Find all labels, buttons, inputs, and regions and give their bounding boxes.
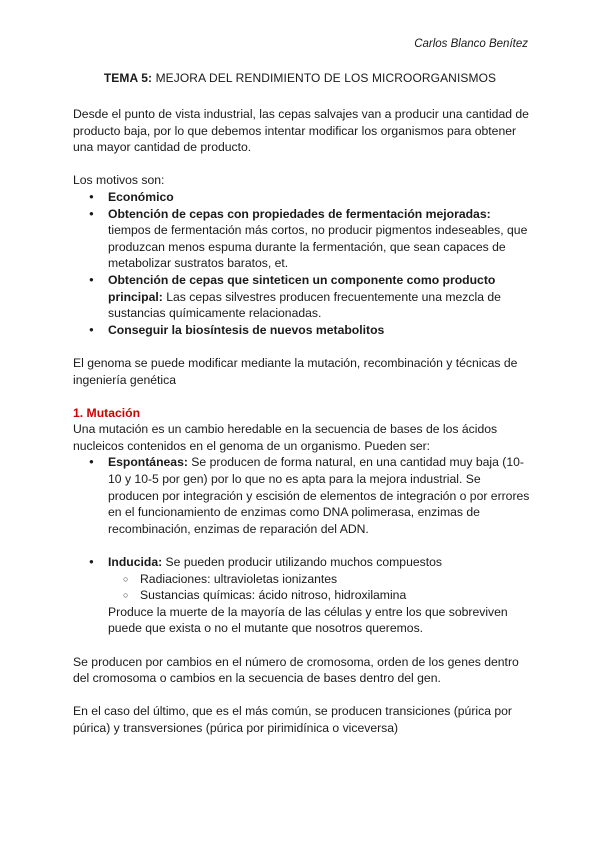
genome-paragraph: El genoma se puede modificar mediante la mutación, recombinación y técnicas de ingeniería genética [73, 355, 518, 387]
title-topic-number: TEMA 5: [103, 71, 153, 85]
list-item-title: Económico [108, 189, 174, 204]
document-title [0, 71, 600, 85]
document-body [73, 106, 533, 737]
list-item-text: Se producen de forma natural, en una cantidad muy baja (10-10 y 10-5 por gen) por lo que no es apta para la mejora industrial. Se producen por integración y escisión de elementos de integración o por errores en el funcionamiento de enzimas como DNA polimerasa, enzimas de recombinación, enzimas de reparación del ADN. [108, 455, 530, 536]
mutation-types-list-induced [73, 554, 533, 637]
induced-agents-list [108, 571, 533, 604]
transitions-paragraph: En el caso del último, que es el más común, se producen transiciones (púrica por púrica) y transversiones (púrica por pirimidínica o viceversa) [73, 704, 512, 735]
list-item [73, 454, 533, 537]
motives-list [73, 189, 533, 338]
list-item-title: Conseguir la biosíntesis de nuevos metabolitos [108, 322, 385, 337]
list-item-title: Espontáneas: [108, 455, 188, 470]
list-item [73, 272, 533, 322]
mutation-intro: Una mutación es un cambio heredable en la secuencia de bases de los ácidos nucleicos contenidos en el genoma de un organismo. Pueden ser: [73, 422, 498, 453]
list-item [73, 206, 533, 272]
list-item [73, 554, 533, 637]
section-heading-mutation: 1. Mutación [73, 405, 141, 420]
mutation-types-list [73, 454, 533, 537]
intro-paragraph: Desde el punto de vista industrial, las cepas salvajes van a producir una cantidad de producto baja, por lo que debemos intentar modificar los organismos para obtener una mayor cantidad de producto. [73, 107, 529, 155]
list-item-title: Obtención de cepas con propiedades de fermentación mejoradas: [108, 206, 491, 221]
list-item-title: Inducida: [108, 555, 163, 570]
title-text: MEJORA DEL RENDIMIENTO DE LOS MICROORGANISMOS [152, 71, 497, 85]
list-item-text: Se pueden producir utilizando muchos compuestos [162, 555, 442, 570]
list-item [73, 322, 533, 339]
list-item-title: Obtención de cepas que sinteticen un componente como producto principal: [108, 272, 496, 304]
list-item-text: Las cepas silvestres producen frecuentemente una mezcla de sustancias químicamente relacionadas. [108, 289, 501, 321]
sub-list-item: ○ Radiaciones: ultravioletas ionizantes [108, 571, 533, 588]
causes-paragraph: Se producen por cambios en el número de cromosoma, orden de los genes dentro del cromosoma o cambios en la secuencia de bases dentro del gen. [73, 654, 519, 686]
induced-note: Produce la muerte de la mayoría de las células y entre los que sobreviven puede que exista o no el mutante que nosotros queremos. [108, 604, 508, 636]
sub-list-item: ○ Sustancias químicas: ácido nitroso, hidroxilamina [108, 587, 533, 604]
author-name: Carlos Blanco Benítez [414, 38, 528, 50]
list-item [73, 189, 533, 206]
list-item-text: tiempos de fermentación más cortos, no producir pigmentos indeseables, que produzcan menos espuma durante la fermentación, que sean capaces de metabolizar sustratos baratos, et. [108, 223, 528, 271]
motives-label: Los motivos son: [73, 173, 165, 188]
